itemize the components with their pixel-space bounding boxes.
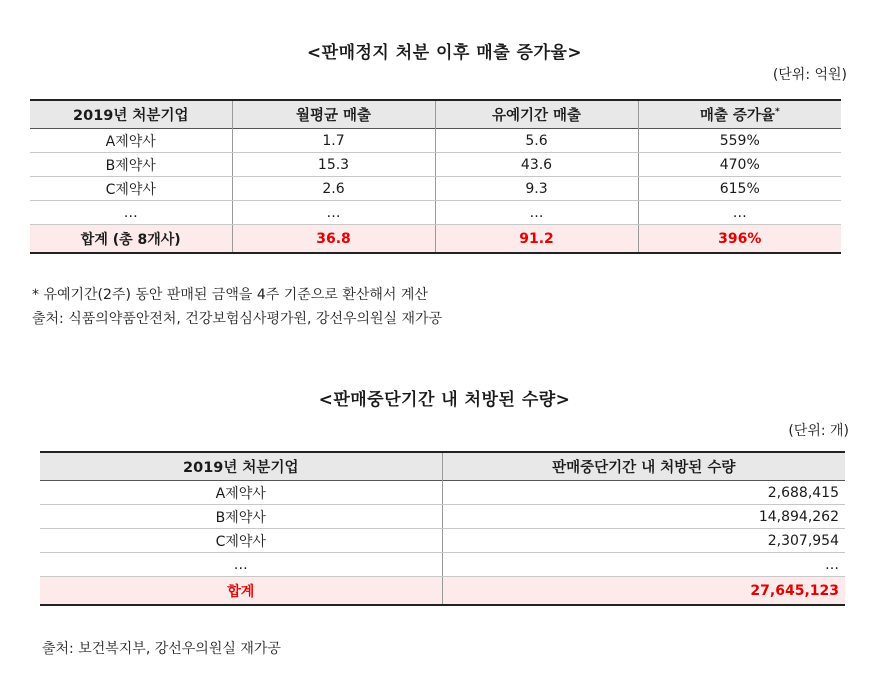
table-row xyxy=(30,129,841,153)
growth-rate-cell: 470% xyxy=(638,153,841,177)
table1-title: <판매정지 처분 이후 매출 증가율> xyxy=(306,43,583,63)
table-row xyxy=(40,553,845,577)
header-growth-rate xyxy=(638,100,841,129)
ellipsis-cell: … xyxy=(232,201,435,225)
table-row xyxy=(40,505,845,529)
company-cell: B제약사 xyxy=(40,505,442,529)
header-grace-sales: 유예기간 매출 xyxy=(435,100,638,129)
table1-header-row xyxy=(30,100,841,129)
header-company: 2019년 처분기업 xyxy=(30,100,232,129)
grace-sales-cell: 5.6 xyxy=(435,129,638,153)
ellipsis-cell: … xyxy=(435,201,638,225)
table1-source: 출처: 식품의약품안전처, 건강보험심사평가원, 강선우의원실 재가공 xyxy=(32,311,443,327)
monthly-sales-cell: 1.7 xyxy=(232,129,435,153)
header-company: 2019년 처분기업 xyxy=(40,452,442,481)
total-quantity: 27,645,123 xyxy=(442,577,845,606)
quantity-cell: 2,307,954 xyxy=(442,529,845,553)
company-cell: A제약사 xyxy=(40,481,442,505)
company-cell: A제약사 xyxy=(30,129,232,153)
monthly-sales-cell: 2.6 xyxy=(232,177,435,201)
quantity-cell: 14,894,262 xyxy=(442,505,845,529)
table-row xyxy=(40,481,845,505)
table2-header-row xyxy=(40,452,845,481)
total-label: 합계 (총 8개사) xyxy=(30,225,232,254)
total-growth-rate: 396% xyxy=(638,225,841,254)
table2-title: <판매중단기간 내 처방된 수량> xyxy=(318,390,571,410)
table2-unit: (단위: 개) xyxy=(788,423,849,439)
company-cell: C제약사 xyxy=(30,177,232,201)
table1-unit: (단위: 억원) xyxy=(772,67,847,83)
company-cell: B제약사 xyxy=(30,153,232,177)
ellipsis-cell: … xyxy=(40,553,442,577)
header-monthly-sales: 월평균 매출 xyxy=(232,100,435,129)
growth-rate-cell: 559% xyxy=(638,129,841,153)
grace-sales-cell: 9.3 xyxy=(435,177,638,201)
table2-source: 출처: 보건복지부, 강선우의원실 재가공 xyxy=(42,641,281,657)
company-cell: C제약사 xyxy=(40,529,442,553)
table2-total-row xyxy=(40,577,845,606)
table-row xyxy=(30,153,841,177)
sales-increase-table xyxy=(30,99,841,254)
prescription-quantity-table xyxy=(40,451,845,606)
table-row xyxy=(30,177,841,201)
total-grace-sales: 91.2 xyxy=(435,225,638,254)
header-prescription-qty: 판매중단기간 내 처방된 수량 xyxy=(442,452,845,481)
total-monthly-sales: 36.8 xyxy=(232,225,435,254)
table1-total-row xyxy=(30,225,841,254)
table1-footnote: * 유예기간(2주) 동안 판매된 금액을 4주 기준으로 환산해서 계산 xyxy=(32,287,428,303)
total-label: 합계 xyxy=(40,577,442,606)
ellipsis-cell: … xyxy=(638,201,841,225)
footnote-marker: * xyxy=(774,107,780,118)
quantity-cell: 2,688,415 xyxy=(442,481,845,505)
header-growth-rate-label: 매출 증가율 xyxy=(699,108,775,124)
ellipsis-cell: … xyxy=(30,201,232,225)
grace-sales-cell: 43.6 xyxy=(435,153,638,177)
monthly-sales-cell: 15.3 xyxy=(232,153,435,177)
growth-rate-cell: 615% xyxy=(638,177,841,201)
table-row xyxy=(30,201,841,225)
table-row xyxy=(40,529,845,553)
ellipsis-cell: … xyxy=(442,553,845,577)
